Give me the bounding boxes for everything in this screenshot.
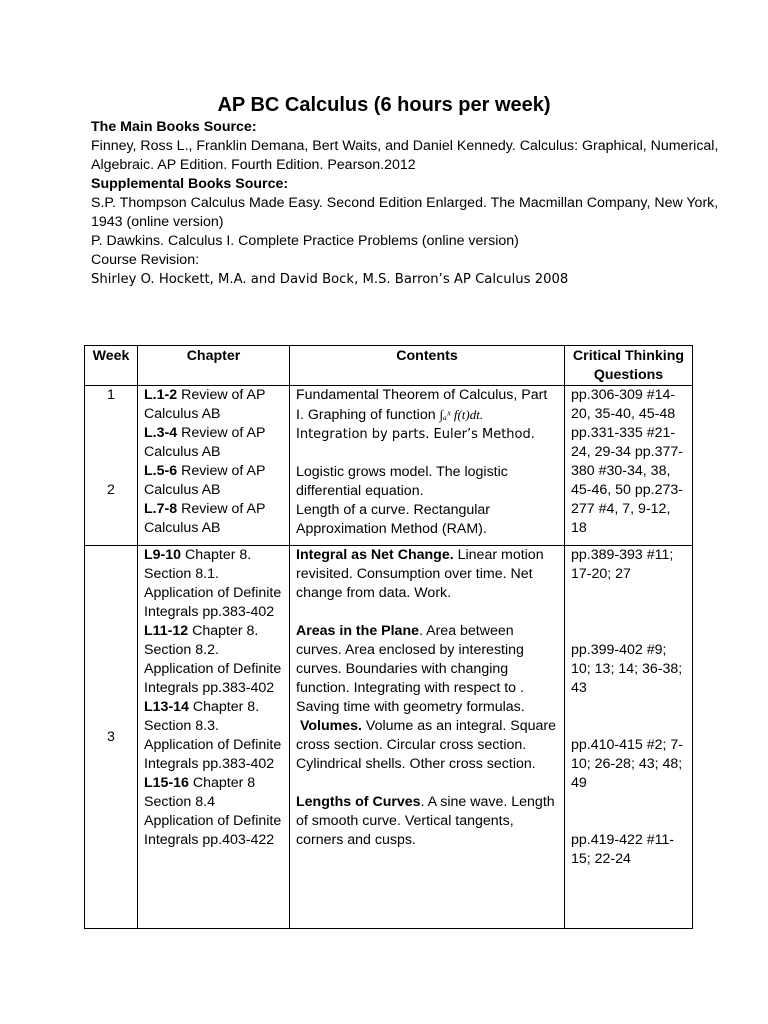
course-revision-label: Course Revision: — [91, 252, 200, 268]
chapter-cell — [138, 546, 290, 929]
header-questions: Critical Thinking Questions — [565, 346, 693, 386]
chapter-entry: L11-12 Chapter 8. Section 8.2. Application of Definite Integrals pp.383-402 — [144, 623, 282, 696]
page-title: AP BC Calculus (6 hours per week) — [217, 94, 551, 116]
contents-cell — [290, 386, 565, 546]
syllabus-table — [84, 345, 693, 929]
question-group: pp.419-422 #11-15; 22-24 — [571, 832, 675, 867]
chapter-entry: L15-16 Chapter 8 Section 8.4 Application of Definite Integrals pp.403-422 — [144, 775, 282, 848]
contents-section: Integral as Net Change. Linear motion revisited. Consumption over time. Net change from data. Work. — [296, 547, 544, 601]
contents-section: Volumes. Volume as an integral. Square cross section. Circular cross section. Cylindrical shells. Other cross section. — [296, 718, 557, 772]
contents-text: Integration by parts. Euler’s Method. — [296, 427, 535, 442]
chapter-entry: L.7-8 Review of AP Calculus AB — [144, 501, 266, 536]
integral-formula: ∫ₐˣ f(t)dt. — [439, 407, 484, 422]
supplemental-text-1: S.P. Thompson Calculus Made Easy. Second Edition Enlarged. The Macmillan Company, New York, 1943 (online version) — [91, 195, 719, 230]
table-row — [85, 386, 693, 546]
main-books-heading: The Main Books Source: — [91, 119, 257, 135]
chapter-entry: L13-14 Chapter 8. Section 8.3. Application of Definite Integrals pp.383-402 — [144, 699, 282, 772]
contents-section: Areas in the Plane. Area between curves. Area enclosed by interesting curves. Boundaries with changing function. Integrating with respect to . Saving time with geometry formulas. — [296, 623, 525, 715]
header-week: Week — [85, 346, 138, 386]
week-cell — [85, 386, 138, 546]
week-cell: 3 — [85, 546, 138, 929]
chapter-entry: L.1-2 Review of AP Calculus AB — [144, 387, 266, 422]
table-header-row — [85, 346, 693, 386]
intro-section — [91, 118, 731, 289]
supplemental-text-2: P. Dawkins. Calculus I. Complete Practice Problems (online version) — [91, 233, 519, 249]
course-revision-text: Shirley O. Hockett, M.A. and David Bock, M.S. Barron’s AP Calculus 2008 — [91, 272, 569, 287]
contents-text: Logistic grows model. The logistic differential equation. — [296, 464, 508, 499]
main-books-text: Finney, Ross L., Franklin Demana, Bert Waits, and Daniel Kennedy. Calculus: Graphical, Numerical, Algebraic. AP Edition. Fourth Edition. Pearson.2012 — [91, 138, 719, 173]
contents-text: Fundamental Theorem of Calculus, Part I. Graphing of function ∫ₐˣ f(t)dt. — [296, 387, 548, 423]
chapter-entry: L.5-6 Review of AP Calculus AB — [144, 463, 266, 498]
table-row — [85, 546, 693, 929]
week-number: 2 — [107, 482, 115, 498]
chapter-entry: L9-10 Chapter 8. Section 8.1. Application of Definite Integrals pp.383-402 — [144, 547, 282, 620]
questions-cell — [565, 546, 693, 929]
contents-section: Lengths of Curves. A sine wave. Length of smooth curve. Vertical tangents, corners and cusps. — [296, 794, 555, 848]
question-group: pp.399-402 #9; 10; 13; 14; 36-38; 43 — [571, 642, 683, 696]
question-group: pp.410-415 #2; 7-10; 26-28; 43; 48; 49 — [571, 737, 684, 791]
header-chapter: Chapter — [138, 346, 290, 386]
contents-text: Length of a curve. Rectangular Approximation Method (RAM). — [296, 502, 491, 537]
contents-cell — [290, 546, 565, 929]
chapter-entry: L.3-4 Review of AP Calculus AB — [144, 425, 266, 460]
questions-cell: pp.306-309 #14-20, 35-40, 45-48 pp.331-335 #21-24, 29-34 pp.377-380 #30-34, 38, 45-46, 50 pp.273-277 #4, 7, 9-12, 18 — [565, 386, 693, 546]
header-contents: Contents — [290, 346, 565, 386]
week-number: 1 — [107, 387, 115, 403]
question-group: pp.389-393 #11; 17-20; 27 — [571, 547, 674, 582]
chapter-cell — [138, 386, 290, 546]
supplemental-heading: Supplemental Books Source: — [91, 176, 289, 192]
